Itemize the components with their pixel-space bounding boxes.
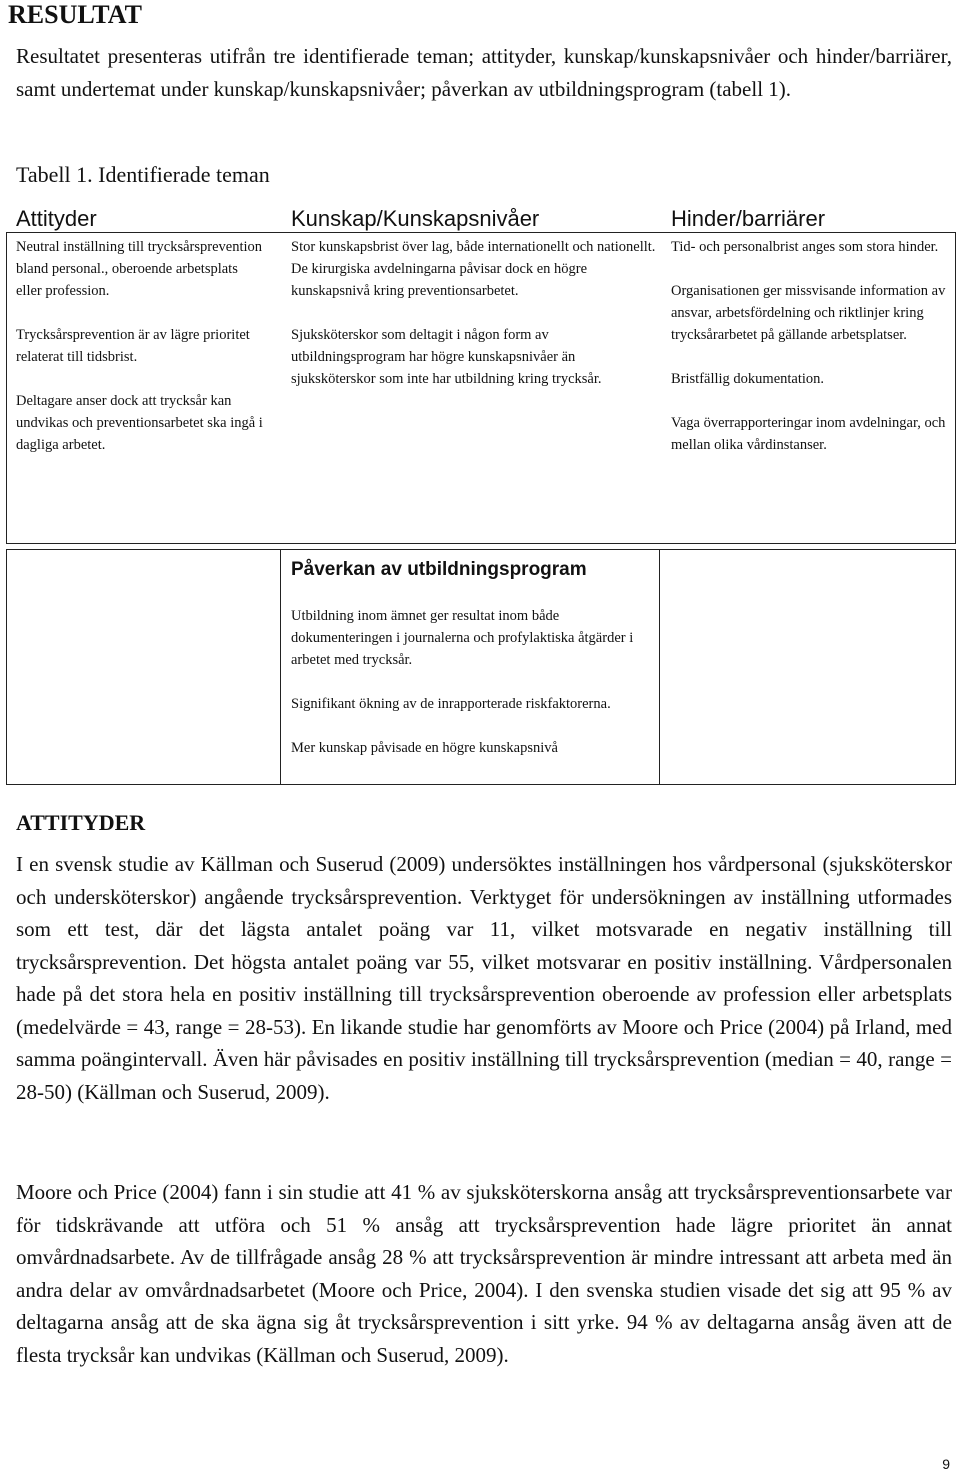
column-header-kunskap: Kunskap/Kunskapsnivåer	[291, 206, 540, 231]
paverkan-item: Utbildning inom ämnet ger resultat inom både dokumenteringen i journalerna och profylaktiska åtgärder i arbetet med trycksår.	[291, 608, 634, 668]
hinder-item: Tid- och personalbrist anges som stora hinder.	[671, 239, 939, 255]
hinder-cell	[671, 236, 946, 456]
paverkan-item: Signifikant ökning av de inrapporterade riskfaktorerna.	[291, 696, 611, 712]
kunskap-item: Stor kunskapsbrist över lag, både internationellt och nationellt. De kirurgiska avdelningarna påvisar dock en högre kunskapsnivå kring preventionsarbetet.	[291, 239, 656, 299]
hinder-item: Vaga överrapporteringar inom avdelningar, och mellan olika vårdinstanser.	[671, 415, 946, 453]
attityder-cell	[16, 236, 266, 456]
hinder-item: Organisationen ger missvisande information av ansvar, arbetsfördelning och riktlinjer kring trycksårarbetet på gällande arbetsplatser.	[671, 283, 946, 343]
kunskap-cell	[291, 236, 661, 390]
paverkan-title: Påverkan av utbildningsprogram	[291, 559, 587, 580]
attityder-paragraph-1: I en svensk studie av Källman och Suserud (2009) undersöktes inställningen hos vårdpersonal (sjuksköterskor och undersköterskor) angående trycksårsprevention. Verktyget för undersökningen av inställning utformades som ett test, där det lägsta antalet poäng var 11, vilket motsvarade en negativ inställning till trycksårsprevention. Det högsta antalet poäng var 55, vilket motsvarar en positiv inställning. Vårdpersonalen hade på det stora hela en positiv inställning till trycksårsprevention oberoende av profession eller arbetsplats (medelvärde = 43, range = 28-53). En likande studie har genomförts av Moore och Price (2004) på Irland, med samma poängintervall. Även här påvisades en positiv inställning till trycksårsprevention (median = 40, range = 28-50) (Källman och Suserud, 2009).	[16, 852, 952, 1104]
paverkan-item: Mer kunskap påvisade en högre kunskapsnivå	[291, 740, 558, 756]
page-heading: RESULTAT	[8, 0, 142, 29]
attityder-item: Deltagare anser dock att trycksår kan undvikas och preventionsarbetet ska ingå i dagliga arbetet.	[16, 393, 263, 453]
paverkan-cell	[291, 557, 636, 759]
section-heading-attityder: ATTITYDER	[16, 810, 146, 835]
attityder-item: Neutral inställning till trycksårsprevention bland personal., oberoende arbetsplats eller profession.	[16, 239, 263, 299]
column-header-attityder: Attityder	[16, 206, 97, 231]
attityder-item: Trycksårsprevention är av lägre prioritet relaterat till tidsbrist.	[16, 327, 250, 365]
page-number: 9	[942, 1456, 950, 1472]
column-header-hinder: Hinder/barriärer	[671, 206, 826, 231]
kunskap-item: Sjuksköterskor som deltagit i någon form av utbildningsprogram har högre kunskapsnivåer än sjuksköterskor som inte har utbildning kring trycksår.	[291, 327, 602, 387]
attityder-paragraph-2: Moore och Price (2004) fann i sin studie att 41 % av sjuksköterskorna ansåg att trycksårspreventionsarbete var för tidskrävande att utföra och 51 % ansåg att trycksårsprevention hade lägre prioritet än annat omvårdnadsarbete. Av de tillfrågade ansåg 28 % att trycksårsprevention är mindre intressant att arbeta med än andra delar av omvårdnadsarbetet (Moore och Price, 2004). I den svenska studien visade det sig att 95 % av deltagarna ansåg att de ska ägna sig åt trycksårsprevention i sitt yrke. 94 % av deltagarna ansåg även att de flesta trycksår kan undvikas (Källman och Suserud, 2009).	[16, 1180, 952, 1367]
hinder-item: Bristfällig dokumentation.	[671, 371, 825, 387]
intro-paragraph: Resultatet presenteras utifrån tre identifierade teman; attityder, kunskap/kunskapsnivåer och hinder/barriärer, samt undertemat under kunskap/kunskapsnivåer; påverkan av utbildningsprogram (tabell 1).	[16, 44, 952, 101]
table-caption: Tabell 1. Identifierade teman	[16, 162, 270, 187]
